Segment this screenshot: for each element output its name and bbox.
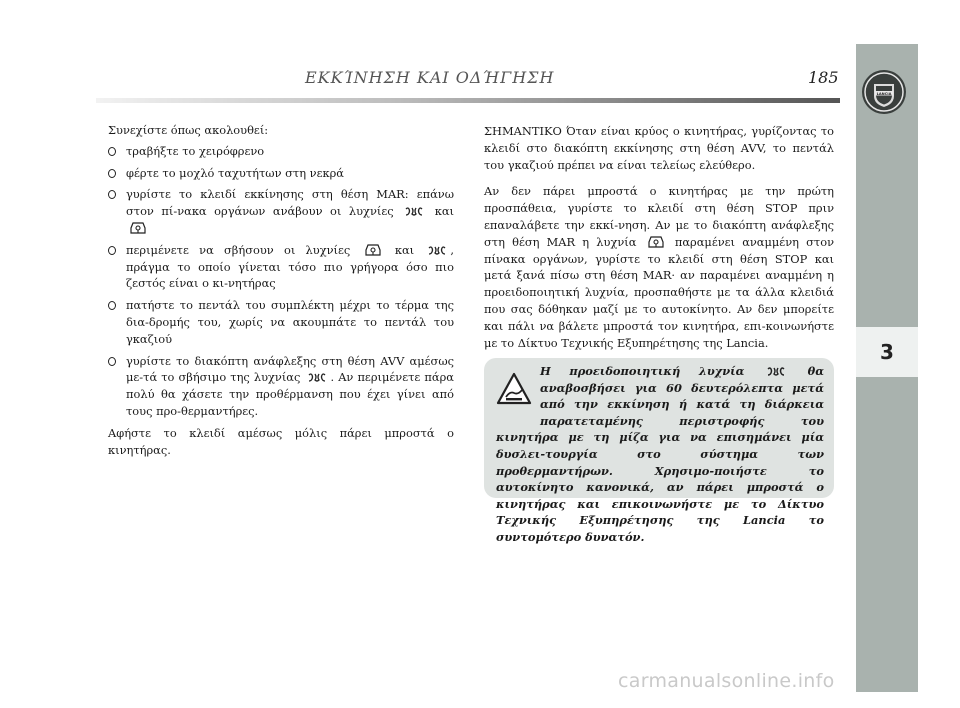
bullet-icon [108,169,116,178]
glow-plug-icon [427,245,447,257]
left-column [108,122,454,458]
glow-plug-icon [307,372,327,384]
restart-paragraph: Αν δεν πάρει μπροστά ο κινητήρας με την πρώτη προσπάθεια, γυρίστε το κλειδί στη θέση STOP πριν επαναλάβετε την εκκί-νηση. Αν με το διακόπτη ανάφλεξης στη θέση MAR η λυχνία παραμένει αναμμένη στον πίνακα οργάνων, γυρίστε το κλειδί στη θέση STOP και μετά ξανά πίσω στη θέση MAR· αν παραμένει αναμμένη η προειδοποιητική λυχνία, προσπαθήστε με τα άλλα κλειδιά που σας δόθηκαν μαζί με το αυτοκίνητο. Αν δεν μπορείτε και πάλι να βάλετε μπροστά τον κινητήρα, επι-κοινωνήστε με το Δίκτυο Τεχνικής Εξυπηρέτησης της Lancia. [484,184,835,350]
chapter-number: 3 [856,327,918,377]
immobilizer-car-key-icon [129,220,147,235]
warning-text: Η προειδοποιητική λυχνία θα αναβοσβήσει για 60 δευτερόλεπτα μετά από την εκκίνηση ή κατά τη διάρκεια παρατεταμένης περιστροφής του κινητήρα με τη μίζα για να επισημάνει μία δυσλει-τουργία στο σύστημα των προθερμαντήρων. Χρησιμο-ποιήστε το αυτοκίνητο κανονικά, αν πάρει μπροστά ο κινητήρας και επικοινωνήστε με το Δίκτυο Τεχνικής Εξυπηρέτησης της Lancia το συντομότερο δυνατόν. [496,364,824,544]
list-item: γυρίστε το κλειδί εκκίνησης στη θέση MAR: επάνω στον πί-νακα οργάνων ανάβουν οι λυχνίες και [108,186,454,236]
list-item: περιμένετε να σβήσουν οι λυχνίες και , πράγμα το οποίο γίνεται τόσο πιο γρήγορα όσο πιο ζεστός είναι ο κι-νητήρας [108,242,454,292]
list-item: πατήστε το πεντάλ του συμπλέκτη μέχρι το τέρμα της δια-δρομής του, χωρίς να ακουμπάτε το πεντάλ του γκαζιού [108,297,454,347]
bullet-icon [108,301,116,310]
list-item: φέρτε το μοχλό ταχυτήτων στη νεκρά [108,165,454,182]
right-column [484,123,834,351]
bullet-icon [108,190,116,199]
outro-text: Αφήστε το κλειδί αμέσως μόλις πάρει μπροστά ο κινητήρας. [108,425,454,457]
bullet-icon [108,246,116,255]
watermark: carmanualsonline.info [618,670,835,692]
logo-text: LANCIA [876,91,892,96]
chapter-sidebar [856,44,918,692]
list-item: γυρίστε το διακόπτη ανάφλεξης στη θέση AVV αμέσως με-τά το σβήσιμο της λυχνίας . Αν περιμένετε πάρα πολύ θα χάσετε την προθέρμανση που έχει γίνει από τους προ-θερμαντήρες. [108,353,454,420]
glow-plug-icon [404,206,424,218]
header-rule [96,98,840,103]
list-item: τραβήξτε το χειρόφρενο [108,143,454,160]
page-number: 185 [808,68,839,87]
bullet-icon [108,147,116,156]
steps-list [108,143,454,420]
bullet-icon [108,357,116,366]
lancia-logo-icon [861,69,907,115]
intro-text: Συνεχίστε όπως ακολουθεί: [108,123,269,137]
immobilizer-car-key-icon [647,234,665,249]
warning-triangle-icon [496,371,532,407]
immobilizer-car-key-icon [364,242,382,257]
warning-box [484,358,834,544]
section-title: ΕΚΚΊΝΗΣΗ ΚΑΙ ΟΔΉΓΗΣΗ [305,68,555,87]
important-note: ΣΗΜΑΝΤΙΚΟ Όταν είναι κρύος ο κινητήρας, γυρίζοντας το κλειδί στο διακόπτη εκκίνησης στη θέση AVV, το πεντάλ του γκαζιού πρέπει να είναι τελείως ελεύθερο. [484,124,834,172]
glow-plug-icon [766,366,786,378]
